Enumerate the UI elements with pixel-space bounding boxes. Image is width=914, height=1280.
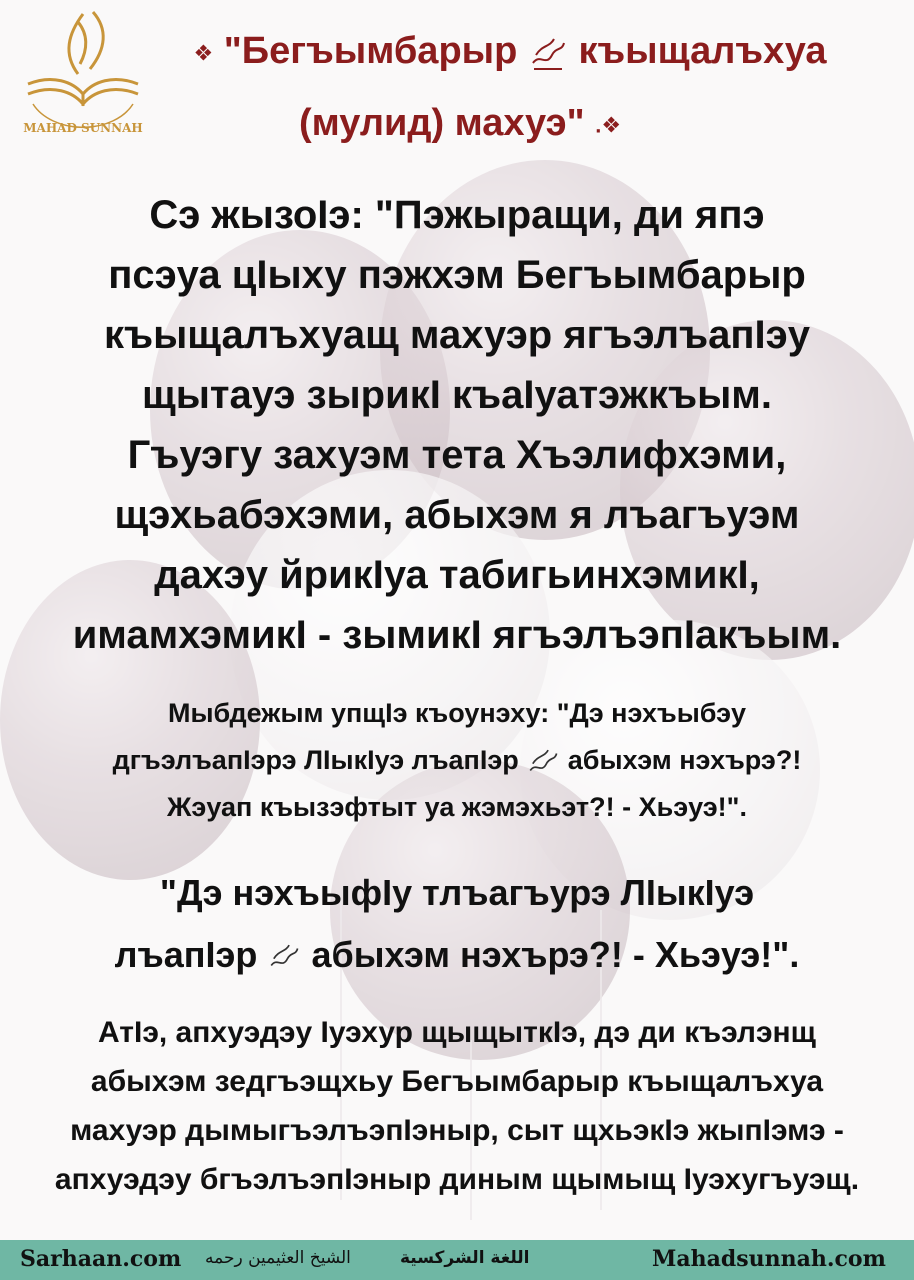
salawat-calligraphy-icon [528,33,568,73]
salawat-calligraphy-icon [526,745,560,779]
question-line: Жэуап къызэфтыт уа жэмэхьэт?! - Хьэуэ!". [167,792,747,822]
conclusion-line: махуэр дымыгъэлъэпIэныр, сыт щхьэкIэ жыпIэмэ - [70,1114,844,1147]
footer-site-sarhaan[interactable]: Sarhaan.com [20,1246,182,1272]
mahad-sunnah-logo [8,4,158,144]
question-line [0,737,914,784]
main-line: дахэу йрикIуа табигьинхэмикI, [154,553,760,597]
question-line-part: абыхэм нэхърэ?! [567,745,802,775]
question-line: Мыбдежым упщIэ къоунэху: "Дэ нэхъыбэу [167,698,747,728]
diamond-icon: ❖ [193,40,214,66]
emphasis-line-part: абыхэм нэхърэ?! - Хьэуэ!". [311,934,800,975]
footer-bar [0,1240,914,1280]
emphasis-line: "Дэ нэхъыфIу тлъагъурэ ЛIыкIуэ [159,872,755,913]
main-paragraph [0,185,914,665]
diamond-icon: .❖ [595,112,622,138]
conclusion-line: апхуэдэу бгъэлъэпIэныр диным щымыщ Iуэхугъуэщ. [54,1163,860,1196]
salawat-calligraphy-icon [267,940,301,974]
conclusion-paragraph [0,1008,914,1204]
conclusion-line: абыхэм зедгъэщхьу Бегъымбарыр къыщалъхуа [90,1065,824,1098]
page-title-line-2 [160,102,760,146]
emphasis-paragraph [0,862,914,986]
main-line: къыщалъхуащ махуэр ягъэлъапIэу [103,313,811,357]
footer-arabic-language: اللغة الشركسية [400,1248,530,1268]
footer-arabic-author: الشيخ العثيمين رحمه [205,1248,351,1268]
title-part-2: къыщалъхуа [578,30,827,72]
footer-site-mahadsunnah[interactable]: Mahadsunnah.com [652,1246,886,1272]
logo-text: MAHAD SUNNAH [23,121,143,135]
question-paragraph [0,690,914,831]
page-title-line-1 [130,30,890,74]
main-line: Гъуэгу захуэм тета Хъэлифхэми, [127,433,787,477]
title-part-3: (мулид) махуэ" [298,102,585,144]
main-line: щэхьабэхэми, абыхэм я лъагъуэм [114,493,800,537]
question-line-part: дгъэлъапIэрэ ЛIыкIуэ лъапIэр [112,745,519,775]
main-line: Сэ жызоIэ: "Пэжыращи, ди япэ [149,193,765,237]
main-line: псэуа цIыху пэжхэм Бегъымбарыр [108,253,806,297]
emphasis-line-part: лъапIэр [114,934,258,975]
main-line: имамхэмикI - зымикI ягъэлъэпIакъым. [72,613,842,657]
main-line: щытауэ зырикI къаIуатэжкъым. [141,373,773,417]
title-part-1: "Бегъымбарыр [223,30,518,72]
emphasis-line [0,924,914,986]
conclusion-line: АтIэ, апхуэдэу Iуэхур щыщыткIэ, дэ ди къэлэнщ [98,1016,816,1049]
